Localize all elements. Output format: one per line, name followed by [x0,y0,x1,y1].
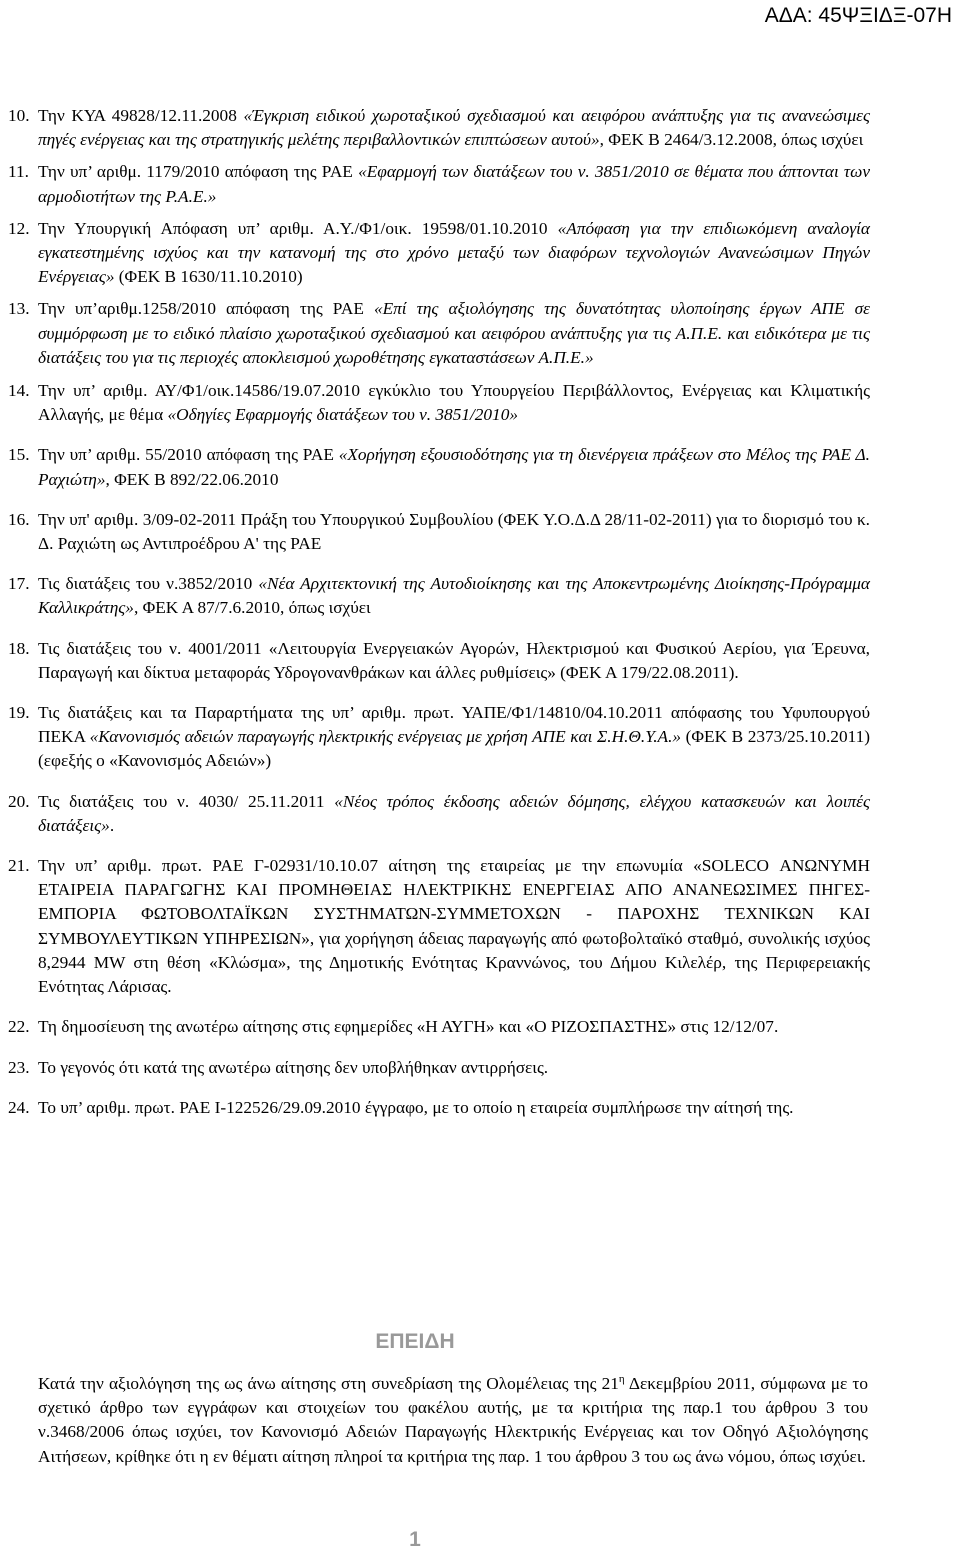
epeidh-text-rest: Δεκεμβρίου 2011, σύμφωνα με το σχετικό άρθρο των εγγράφων και στοιχείων του φακέλου αυτής, με τα κριτήρια της παρ.1 του άρθρου 3 του ν.3468/2006 όπως ισχύει, τον Κανονισμό Αδειών Παραγωγής Ηλεκτρικής Ενέργειας και τον Οδηγό Αξιολόγησης Αιτήσεων, κρίθηκε ότι η εν θέματι αίτηση πληροί τα κριτήρια της παρ. 1 του άρθρου 3 του ως άνω νόμου, όπως ισχύει. [38,1374,868,1466]
item-text [38,854,870,999]
ordinal-superscript: η [618,1373,625,1386]
item-text-plain: Το γεγονός ότι κατά της ανωτέρω αίτησης δεν υποβλήθηκαν αντιρρήσεις. [38,1057,549,1077]
item-text [38,379,870,427]
item-text [38,508,870,556]
item-text-plain: Την υπ’αριθμ.1258/2010 απόφαση της ΡΑΕ [38,299,374,319]
epeidh-paragraph [38,1372,868,1469]
item-text [38,1056,870,1080]
list-item [8,790,870,838]
item-text-plain: Την υπ’ αριθμ. πρωτ. ΡΑΕ Γ-02931/10.10.07 αίτηση της εταιρείας με την επωνυμία «SOLECO ΑΝΩΝΥΜΗ ΕΤΑΙΡΕΙΑ ΠΑΡΑΓΩΓΗΣ ΚΑΙ ΠΡΟΜΗΘΕΙΑΣ ΗΛΕΚΤΡΙΚΗΣ ΕΝΕΡΓΕΙΑΣ ΑΠΟ ΑΝΑΝΕΩΣΙΜΕΣ ΠΗΓΕΣ-ΕΜΠΟΡΙΑ ΦΩΤΟΒΟΛΤΑΪΚΩΝ ΣΥΣΤΗΜΑΤΩΝ-ΣΥΜΜΕΤΟΧΩΝ - ΠΑΡΟΧΗΣ ΤΕΧΝΙΚΩΝ ΚΑΙ ΣΥΜΒΟΥΛΕΥΤΙΚΩΝ ΥΠΗΡΕΣΙΩΝ», για χορήγηση άδειας παραγωγής από φωτοβολταϊκό σταθμό, συνολικής ισχύος 8,2944 MW στη θέση «Κλώσμα», της Δημοτικής Ενότητας Κραννώνος, του Δήμου Κιλελέρ, της Περιφερειακής Ενότητας Λάρισας. [38,856,870,997]
list-item [8,379,870,427]
item-number: 12. [8,218,30,238]
item-number: 20. [8,791,30,811]
item-text-plain: Τις διατάξεις και τα Παραρτήματα της υπ’ αριθμ. πρωτ. ΥΑΠΕ/Φ1/14810/04.10.2011 απόφασης του Υφυπουργού ΠΕΚΑ [38,703,870,747]
item-text-plain: Την υπ' αριθμ. 3/09-02-2011 Πράξη του Υπουργικού Συμβουλίου (ΦΕΚ Υ.Ο.Δ.Δ 28/11-02-2011) για το διορισμό του κ. Δ. Ραχιώτη ως Αντιπροέδρου Α' της ΡΑΕ [38,509,870,554]
item-text [38,160,870,208]
item-text-plain: Τις διατάξεις του ν. 4001/2011 «Λειτουργία Ενεργειακών Αγορών, Ηλεκτρισμού και Φυσικού Αερίου, για Έρευνα, Παραγωγή και δίκτυα μεταφοράς Υδρογονανθράκων και άλλες ρυθμίσεις» (ΦΕΚ Α 179/22.08.2011). [38,638,870,682]
item-number: 22. [8,1017,30,1037]
item-text-italic: «Νέος τρόπος έκδοσης αδειών δόμησης, ελέγχου κατασκευών και λοιπές διατάξεις» [38,791,870,835]
list-item [8,508,870,556]
item-text-italic: «Επί της αξιολόγησης της δυνατότητας υλοποίησης έργων ΑΠΕ σε συμμόρφωση με το ειδικό πλαίσιο χωροταξικού σχεδιασμού και αειφόρου ανάπτυξης για τις Α.Π.Ε. και ειδικότερα με τις διατάξεις του για τις περιοχές αποκλεισμού χωροθέτησης εγκαταστάσεων Α.Π.Ε.» [38,299,870,367]
item-text-plain: Την υπ’ αριθμ. 55/2010 απόφαση της ΡΑΕ [38,445,339,465]
list-item [8,443,870,491]
item-number: 17. [8,574,30,594]
item-text-plain: Τις διατάξεις του ν. 4030/ 25.11.2011 [38,791,335,811]
ada-code: ΑΔΑ: 45ΨΞΙΔΞ-07Η [764,4,952,27]
list-item [8,854,870,999]
item-number: 13. [8,299,30,319]
item-number: 10. [8,106,30,125]
item-text-plain: Τις διατάξεις του ν.3852/2010 [38,574,259,594]
item-text-plain-after: , ΦΕΚ Β 2464/3.12.2008, όπως ισχύει [599,130,864,150]
item-text-plain-after: (ΦΕΚ Β 2373/25.10.2011) (εφεξής ο «Κανονισμός Αδειών») [38,727,870,771]
item-text [38,1096,870,1120]
list-item [8,217,870,290]
item-text-plain: Την Υπουργική Απόφαση υπ’ αριθμ. Α.Υ./Φ1/οικ. 19598/01.10.2010 [38,218,558,238]
item-text [38,1015,870,1039]
list-item [8,637,870,685]
item-text [38,701,870,774]
item-text-plain: Τη δημοσίευση της ανωτέρω αίτησης στις εφημερίδες «Η ΑΥΓΗ» και «Ο ΡΙΖΟΣΠΑΣΤΗΣ» στις 12/12/07. [38,1017,779,1037]
item-text-plain: Την υπ’ αριθμ. ΑΥ/Φ1/οικ.14586/19.07.2010 εγκύκλιο του Υπουργείου Περιβάλλοντος, Ενέργειας και Κλιματικής Αλλαγής, με θέμα [38,381,870,425]
item-text-italic: «Έγκριση ειδικού χωροταξικού σχεδιασμού και αειφόρου ανάπτυξης για τις ανανεώσιμες πηγές ενέργειας και της στρατηγικής μελέτης περιβαλλοντικών επιπτώσεων αυτού» [38,106,870,150]
item-text-italic: «Χορήγηση εξουσιοδότησης για τη διενέργεια πράξεων στο Μέλος της ΡΑΕ Δ. Ραχιώτη» [38,445,870,489]
item-text [38,443,870,491]
legal-basis-list [8,104,870,1120]
list-item [8,1015,870,1039]
item-number: 19. [8,703,30,723]
item-number: 11. [8,162,29,182]
item-text-italic: «Εφαρμογή των διατάξεων του ν. 3851/2010 σε θέματα που άπτονται των αρμοδιοτήτων της Ρ.Α.Ε.» [38,162,870,206]
item-text-plain: Την υπ’ αριθμ. 1179/2010 απόφαση της ΡΑΕ [38,162,359,182]
item-text [38,637,870,685]
item-text-italic: «Οδηγίες Εφαρμογής διατάξεων του ν. 3851/2010» [167,405,518,425]
item-text-plain-after: , ΦΕΚ Β 892/22.06.2010 [105,469,279,489]
item-text-plain-after: . [109,815,115,835]
item-number: 24. [8,1097,30,1117]
item-text-plain: Το υπ’ αριθμ. πρωτ. ΡΑΕ Ι-122526/29.09.2010 έγγραφο, με το οποίο η εταιρεία συμπλήρωσε την αίτησή της. [38,1097,794,1117]
item-number: 18. [8,638,30,658]
list-item [8,160,870,208]
item-text-italic: «Κανονισμός αδειών παραγωγής ηλεκτρικής ενέργειας με χρήση ΑΠΕ και Σ.Η.Θ.Υ.Α.» [89,727,682,747]
list-item [8,572,870,620]
section-heading-epeidh: ΕΠΕΙΔΗ [375,1330,455,1353]
item-number: 14. [8,381,30,401]
epeidh-text-start: Κατά την αξιολόγηση της ως άνω αίτησης στη συνεδρίαση της Ολομέλειας της 21 [38,1374,619,1393]
item-text-plain-after: , ΦΕΚ Α 87/7.6.2010, όπως ισχύει [133,598,371,618]
list-item [8,1056,870,1080]
item-text-italic: «Απόφαση για την επιδιωκόμενη αναλογία εγκατεστημένης ισχύος και την κατανομή της στο χρόνο μεταξύ των διαφόρων τεχνολογιών Ανανεώσιμων Πηγών Ενέργειας» [38,218,870,287]
list-item [8,297,870,370]
item-text-plain-after: (ΦΕΚ Β 1630/11.10.2010) [114,267,303,287]
item-number: 16. [8,509,30,529]
item-text [38,217,870,290]
item-text [38,297,870,370]
list-item [8,701,870,774]
item-text-plain: Την ΚΥΑ 49828/12.11.2008 [38,106,244,125]
item-text [38,572,870,620]
list-item [8,104,870,152]
item-text [38,104,870,152]
page-number: 1 [409,1528,421,1551]
item-text-italic: «Νέα Αρχιτεκτονική της Αυτοδιοίκησης και της Αποκεντρωμένης Διοίκησης-Πρόγραμμα Καλλικράτης» [38,574,870,618]
item-number: 23. [8,1057,30,1077]
item-text [38,790,870,838]
item-number: 21. [8,856,30,876]
item-number: 15. [8,445,30,465]
list-item [8,1096,870,1120]
